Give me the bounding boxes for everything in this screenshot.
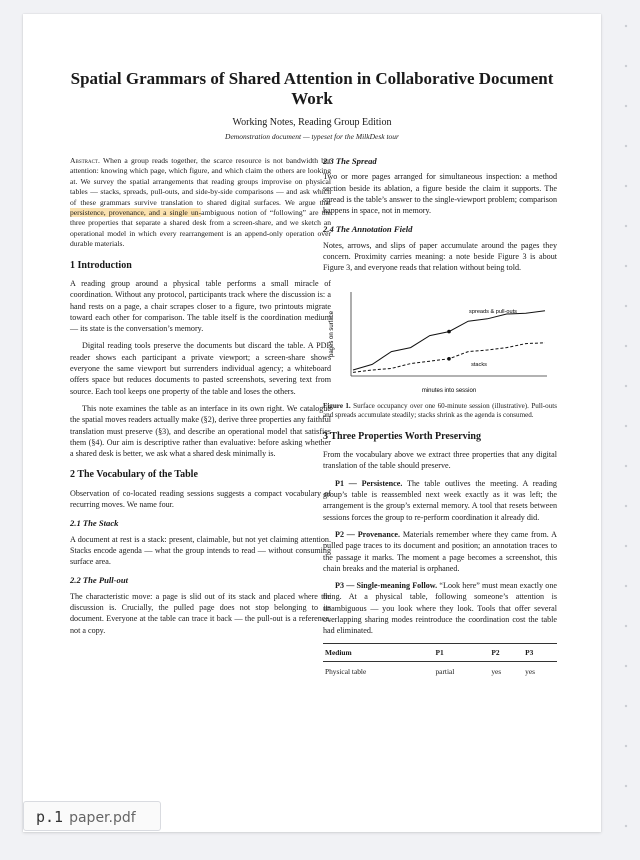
paper-title: Spatial Grammars of Shared Attention in Collaborative Document Work [70,69,554,108]
table-header: P3 [523,643,557,661]
table-header: P2 [489,643,523,661]
table-cell: yes [525,666,535,676]
abstract-text: When a group reads together, the scarce resource is not bandwidth but attention: knowing which page, which figure, and which claim the others are looking at. We survey the spatial arrangements that reading groups improvise on physical tables — stacks, spreads, pull-outs, and side-by-side comparisons — and ask which of these grammars survive translation to shared digital surfaces. We argue that [70,156,331,207]
table-header-row [323,643,557,661]
table-row [323,661,557,681]
page-indicator[interactable] [23,801,161,831]
abstract-label: Abstract. [70,156,100,165]
property-p3-label: P3 — Single-meaning Follow. [335,581,438,591]
paragraph: Digital reading tools preserve the documents but discard the table. A PDF reader shows each participant a private viewport; a screen-share shows everyone the same viewport but surrenders individual agency; a whiteboard offers space but reduces documents to pasted screenshots, severing text from source. Each tool keeps one property of the table and loses the others. [70,341,331,396]
property-p2 [323,529,557,574]
paragraph: Two or more pages arranged for simultaneous inspection: a method section beside its ablation, a figure beside the claim it supports. The spread is the table’s answer to the single-viewport problem; comparison happens in space, not in memory. [323,172,557,216]
paragraph: This note examines the table as an interface in its own right. We catalogue the spatial moves readers actually make (§2), derive three properties any faithful translation must preserve (§3), and describe an operational model that satisfies them (§4). Our aim is descriptive rather than evaluative: before asking whether a shared desk is better, we ask what a shared desk minimally is. [70,403,331,459]
table-cell: partial [435,666,455,676]
y-axis-label: pages on surface [329,310,335,357]
properties-table [323,643,557,682]
property-p1-label: P1 — Persistence. [335,478,403,488]
series-marker-1 [447,357,451,361]
series-label-stacks: stacks [471,361,487,368]
paragraph: The characteristic move: a page is slid out of its stack and placed where the discussion is. Crucially, the pulled page does not stop belonging to its document. Everyone at the table can trace it back — the pull-out is a reference, not a copy. [70,591,331,635]
figure-1-chart [323,284,557,402]
series-marker-0 [447,329,451,333]
property-p1 [323,478,557,523]
property-p1-text: The table outlives the meeting. A reading group’s table is reassembled next week exactly as it was left; the arrangement is the group’s external memory. A tool that resets between sessions forces the group to re-perform coordination it already did. [323,478,557,522]
section-heading-vocabulary: 2 The Vocabulary of the Table [70,469,198,481]
subsection-heading-annotation-field: 2.4 The Annotation Field [323,224,413,235]
figure-caption-text: Surface occupancy over one 60-minute session (illustrative). Pull-outs and spreads accumulate steadily; stacks shrink as the agenda is consumed. [323,401,557,420]
page-number: p.1 [36,808,64,826]
paragraph: Observation of co-located reading sessions suggests a compact vocabulary of recurring moves. We name four. [70,488,331,509]
x-axis-label: minutes into session [421,387,477,394]
right-column [323,156,557,681]
series-line-0 [353,310,545,369]
paragraph: A document at rest is a stack: present, claimable, but not yet claiming attention. Stacks encode agenda — what the group intends to read — without consuming surface area. [70,534,331,567]
subsection-heading-stack: 2.1 The Stack [70,518,119,529]
file-name: paper.pdf [69,810,136,826]
subsection-heading-spread: 2.3 The Spread [323,156,377,166]
series-label-spreads: spreads & pull-outs [469,308,517,315]
subsection-heading-pull-out: 2.2 The Pull-out [70,575,129,586]
paragraph: Notes, arrows, and slips of paper accumulate around the pages they concern. Proximity carries meaning: a note beside Figure 3 is about Figure 3, and everyone reads that relation without being told. [323,240,557,273]
paper-byline: Demonstration document — typeset for the MilkDesk tour [225,132,399,141]
table-header: P1 [433,643,489,661]
section-heading-introduction: 1 Introduction [70,259,132,271]
property-p3 [323,580,557,636]
figure-1 [323,284,557,421]
property-p2-text: Materials remember where they came from. A pulled page traces to its document and position; an annotation traces to the passage it marks. The moment a page becomes a screenshot, this chain breaks and the material is orphaned. [323,529,558,573]
paper-subtitle: Working Notes, Reading Group Edition [232,117,392,128]
table-header: Medium [323,643,433,661]
property-p3-text: “Look here” must mean exactly one thing. At a physical table, following someone’s attention is unambiguous — you look where they look. Tools that offer several overlapping sharing modes reintroduce the coordination cost the table had eliminated. [323,581,557,636]
left-column [70,156,331,642]
figure-caption [323,402,557,421]
figure-label: Figure 1. [323,401,351,410]
property-p2-label: P2 — Provenance. [335,529,401,539]
highlighted-text[interactable]: persistence, provenance, and a single un- [70,208,202,218]
table-cell: yes [491,666,502,676]
paragraph: From the vocabulary above we extract three properties that any digital translation of the table should preserve. [323,450,557,471]
paragraph: A reading group around a physical table performs a small miracle of coordination. Without any protocol, participants track where the discussion is: a hand rests on a page, a chair scrapes closer to a figure, two printouts migrate toward each other for comparison. The table itself is the coordination medium — its state is the conversation’s memory. [70,278,331,334]
section-heading-properties: 3 Three Properties Worth Preserving [323,430,481,442]
abstract-text-continued: ambiguous notion of “following” are the three properties that separate a shared desk from a screen-share, and we sketch an operational model in which every rearrangement is an append-only operation over durable materials. [70,208,331,249]
table-cell: Physical table [325,666,367,676]
abstract [70,156,331,250]
pdf-page [23,14,601,832]
